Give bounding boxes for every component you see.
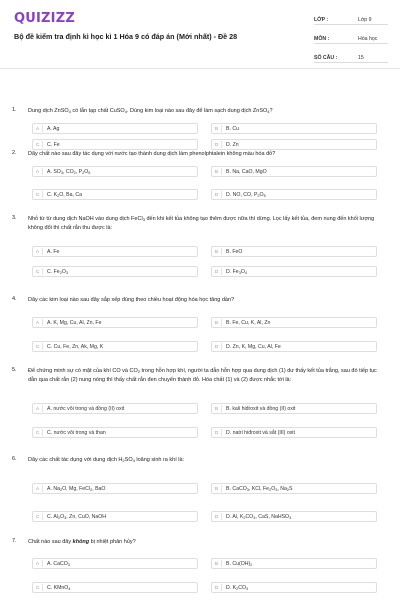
- answer-option-text: A. Ag: [47, 125, 60, 132]
- answer-row: [32, 317, 388, 328]
- question-line: [12, 456, 388, 465]
- answer-row: [32, 341, 388, 352]
- answer-option-text: C. $Fe_2O_3$: [47, 268, 68, 275]
- answer-option-key: B: [215, 248, 222, 255]
- answer-option-a[interactable]: [32, 403, 198, 414]
- answer-option-text: A. K, Mg, Cu, Al, Zn, Fe: [47, 319, 102, 326]
- answer-row: [32, 189, 388, 200]
- answer-option-a[interactable]: [32, 317, 198, 328]
- answer-option-text: B. CaCO$_3$, KCl, $Fe_2O_3$, $Na_2S$: [226, 485, 293, 492]
- answer-option-text: B. $Cu(OH)_2$: [226, 560, 253, 567]
- question-text: Dãy các kim loại nào sau đây sắp xếp đúng theo chiều hoạt động hóa học tăng dần?: [28, 297, 235, 303]
- answer-option-a[interactable]: [32, 558, 198, 569]
- question-item: [12, 456, 388, 465]
- answer-row: [32, 139, 388, 150]
- answer-option-text: A. Fe: [47, 248, 60, 255]
- info-value: Lớp 9: [358, 17, 372, 23]
- answer-option-key: B: [215, 405, 222, 412]
- answer-option-a[interactable]: [32, 246, 198, 257]
- question-text: Dãy chất nào sau đây tác dụng với nước tạo thành dung dịch làm phenolphtalein không màu hóa đỏ?: [28, 151, 276, 157]
- answer-option-text: C. $K_2O$, Ba, Ca: [47, 191, 82, 198]
- answer-option-text: C. nước vôi trong và than: [47, 429, 106, 436]
- answer-option-text: B. kali hiđroxit và đồng (II) oxit: [226, 405, 296, 412]
- answer-option-key: B: [215, 125, 222, 132]
- question-line: [12, 367, 388, 384]
- question-item: [12, 367, 388, 384]
- answer-option-text: B. Fe, Cu, K, Al, Zn: [226, 319, 271, 326]
- answer-option-key: D: [215, 191, 222, 198]
- question-line: [12, 538, 388, 546]
- page-title: Bộ đề kiểm tra định kì học kì 1 Hóa 9 có đáp án (Mới nhất) - Đề 28: [14, 32, 238, 41]
- answer-option-text: D. natri hiđroxit và sắt (III) oxit: [226, 429, 295, 436]
- question-number: 7.: [12, 538, 17, 544]
- answer-option-c[interactable]: [32, 341, 198, 352]
- info-row-question-count: [314, 48, 388, 63]
- answer-option-b[interactable]: [211, 483, 377, 494]
- question-item: [12, 538, 388, 546]
- answer-option-b[interactable]: [211, 123, 377, 134]
- question-text: Dãy các chất tác dụng với dung dịch $H_2SO_4$ loãng sinh ra khí là:: [28, 457, 185, 463]
- answer-option-key: C: [36, 343, 43, 350]
- answer-option-d[interactable]: [211, 266, 377, 277]
- question-line: [12, 107, 388, 116]
- question-number: 4.: [12, 296, 17, 302]
- info-label: LỚP :: [314, 17, 329, 23]
- worksheet-info: [314, 10, 388, 67]
- answer-option-text: A. $SO_3$, $CO_2$, $P_2O_5$: [47, 168, 91, 175]
- answer-row: [32, 582, 388, 593]
- question-text: Nhỏ từ từ dung dịch NaOH vào dung dịch FeCl$_3$ đến khi kết tủa không tạo thêm được nữa thì dừng. Lọc lấy kết tủa, đem nung đến khối lượng không đổi thì chất rắn thu được là:: [28, 216, 375, 231]
- answer-option-key: B: [215, 168, 222, 175]
- question-number: 6.: [12, 456, 17, 462]
- answer-option-key: D: [215, 513, 222, 520]
- answer-option-c[interactable]: [32, 139, 198, 150]
- answer-option-text: D. Zn, K, Mg, Cu, Al, Fe: [226, 343, 281, 350]
- question-text: Dung dịch ZnSO$_4$ có lẫn tạp chất CuSO$_4$. Dùng kim loại nào sau đây để làm sạch dung dịch ZnSO$_4$?: [28, 108, 273, 114]
- answer-option-b[interactable]: [211, 558, 377, 569]
- answer-option-key: A: [36, 248, 43, 255]
- question-item: [12, 150, 388, 158]
- question-line: [12, 296, 388, 304]
- info-value: Hóa học: [358, 36, 378, 42]
- answer-option-a[interactable]: [32, 166, 198, 177]
- answer-option-key: D: [215, 268, 222, 275]
- info-label: SỐ CÂU :: [314, 55, 338, 61]
- question-number: 2.: [12, 150, 17, 156]
- answer-option-key: D: [215, 429, 222, 436]
- info-row-subject: [314, 29, 388, 44]
- question-line: [12, 215, 388, 232]
- answer-option-key: D: [215, 141, 222, 148]
- answer-option-text: D. Al, $K_2CO_3$, CaS, NaHSO$_3$: [226, 513, 292, 520]
- answer-option-d[interactable]: [211, 582, 377, 593]
- question-number: 1.: [12, 107, 17, 113]
- answer-option-b[interactable]: [211, 246, 377, 257]
- answer-row: [32, 511, 388, 522]
- answer-option-key: C: [36, 584, 43, 591]
- answer-option-c[interactable]: [32, 189, 198, 200]
- answer-option-b[interactable]: [211, 403, 377, 414]
- answer-row: [32, 123, 388, 134]
- worksheet-header: [0, 0, 400, 69]
- question-number: 5.: [12, 367, 17, 373]
- answer-option-b[interactable]: [211, 317, 377, 328]
- answer-option-key: A: [36, 405, 43, 412]
- answer-option-key: C: [36, 513, 43, 520]
- info-value: 15: [358, 55, 364, 61]
- answer-row: [32, 166, 388, 177]
- answer-option-key: B: [215, 560, 222, 567]
- question-item: [12, 296, 388, 304]
- answer-option-text: D. $K_2CO_3$: [226, 584, 249, 591]
- question-text: Để chứng minh sự có mặt của khí CO và $CO_2$ trong hỗn hợp khí, người ta dẫn hỗn hợp qua dung dịch (1) dư thấy kết tủa trắng, sau đó tiếp tục dẫn qua chất rắn (2) nung nóng thì thấy chất rắn đen chuyển thành đỏ. Hóa chất (1) và (2) được nhắc tới là:: [28, 368, 377, 383]
- answer-option-c[interactable]: [32, 266, 198, 277]
- answer-option-text: B. Cu: [226, 125, 239, 132]
- answer-option-key: A: [36, 485, 43, 492]
- answer-option-text: D. $Fe_3O_4$: [226, 268, 247, 275]
- answer-option-text: B. FeO: [226, 248, 243, 255]
- answer-option-text: D. NO, CO, $P_2O_5$: [226, 191, 266, 198]
- answer-option-key: A: [36, 319, 43, 326]
- question-text: Chất nào sau đây không bị nhiệt phân hủy?: [28, 539, 136, 545]
- quizizz-logo: QUIZIZZ: [14, 11, 75, 26]
- answer-option-key: A: [36, 168, 43, 175]
- answer-option-text: A. CaCO$_3$: [47, 560, 70, 567]
- question-item: [12, 107, 388, 116]
- answer-row: [32, 246, 388, 257]
- answer-option-text: B. Na, CaO, MgO: [226, 168, 267, 175]
- answer-row: [32, 483, 388, 494]
- answer-option-text: C. KMnO$_4$: [47, 584, 71, 591]
- answer-option-text: C. Cu, Fe, Zn, Ak, Mg, K: [47, 343, 104, 350]
- answer-option-c[interactable]: [32, 427, 198, 438]
- answer-option-a[interactable]: [32, 483, 198, 494]
- answer-option-c[interactable]: [32, 582, 198, 593]
- answer-option-key: C: [36, 268, 43, 275]
- answer-option-a[interactable]: [32, 123, 198, 134]
- info-label: MÔN :: [314, 36, 330, 42]
- answer-option-b[interactable]: [211, 166, 377, 177]
- answer-option-text: A. $Na_2O$, Mg, FeCl$_2$, BaO: [47, 485, 106, 492]
- answer-option-d[interactable]: [211, 427, 377, 438]
- answer-option-d[interactable]: [211, 341, 377, 352]
- answer-option-c[interactable]: [32, 511, 198, 522]
- answer-option-d[interactable]: [211, 189, 377, 200]
- answer-option-key: C: [36, 191, 43, 198]
- answer-option-key: B: [215, 319, 222, 326]
- answer-option-key: D: [215, 584, 222, 591]
- answer-option-d[interactable]: [211, 139, 377, 150]
- answer-row: [32, 266, 388, 277]
- answer-option-text: D. Zn: [226, 141, 239, 148]
- info-row-grade: [314, 10, 388, 25]
- answer-option-text: C. Fe: [47, 141, 60, 148]
- question-line: [12, 150, 388, 158]
- answer-option-key: C: [36, 429, 43, 436]
- answer-option-key: B: [215, 485, 222, 492]
- question-number: 3.: [12, 215, 17, 221]
- answer-row: [32, 558, 388, 569]
- answer-row: [32, 403, 388, 414]
- answer-option-text: C. $Al_2O_3$, Zn, CuO, NaOH: [47, 513, 107, 520]
- question-item: [12, 215, 388, 232]
- answer-option-d[interactable]: [211, 511, 377, 522]
- answer-option-key: A: [36, 125, 43, 132]
- answer-row: [32, 427, 388, 438]
- answer-option-key: A: [36, 560, 43, 567]
- answer-option-key: D: [215, 343, 222, 350]
- answer-option-key: C: [36, 141, 43, 148]
- answer-option-text: A. nước vôi trong và đồng (II) oxit: [47, 405, 125, 412]
